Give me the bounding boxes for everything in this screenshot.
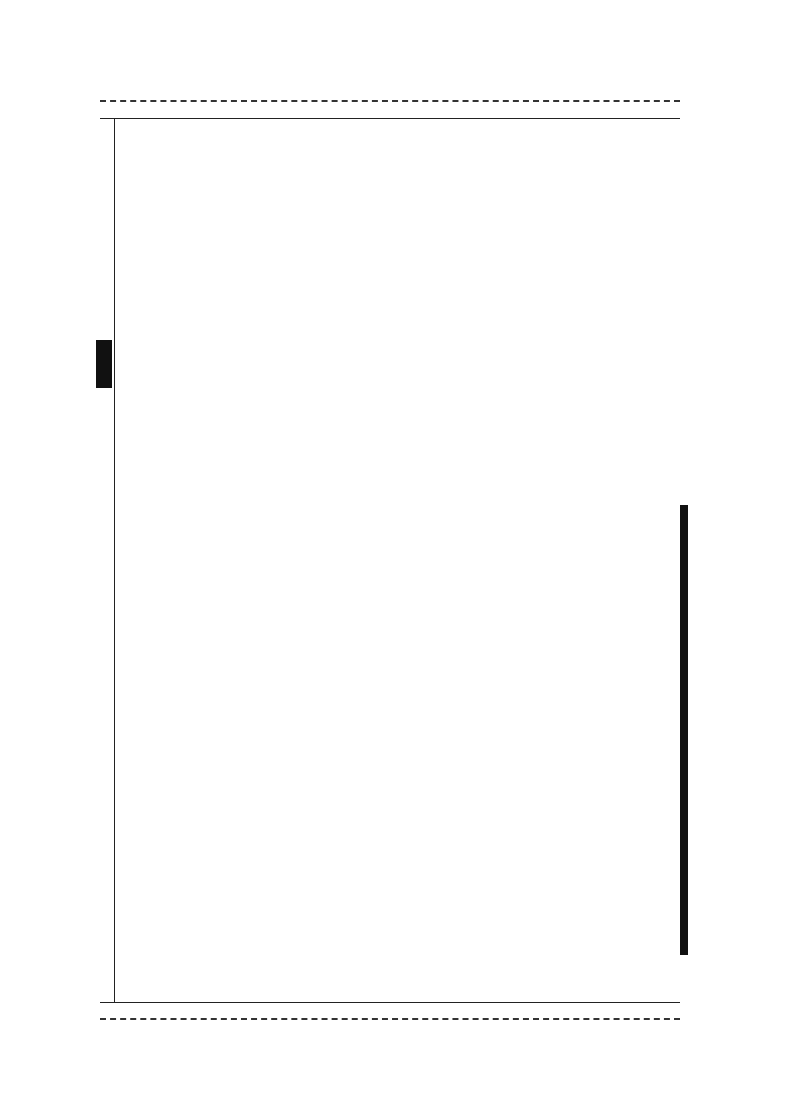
margin-rule [114, 118, 115, 1002]
frame-top-rule [100, 118, 680, 119]
fishtail-mark [96, 340, 112, 388]
frame-top-dashed [100, 100, 680, 102]
frame-bottom-rule [100, 1002, 680, 1003]
right-edge-bar [680, 505, 688, 955]
frame-bottom-dashed [100, 1018, 680, 1020]
